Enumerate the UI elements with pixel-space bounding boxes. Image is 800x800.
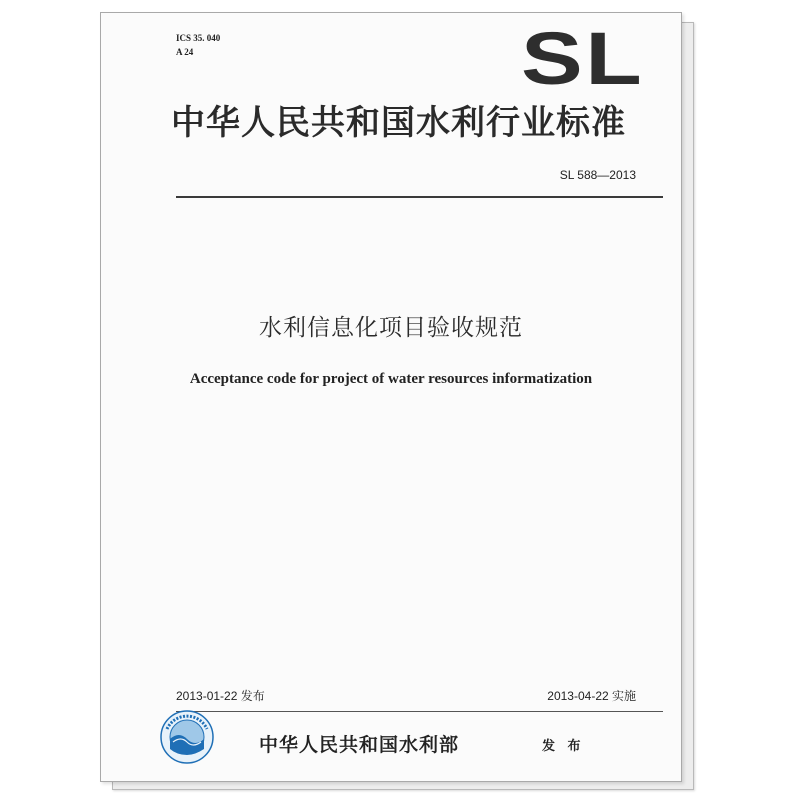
publisher-seal-icon	[159, 709, 215, 765]
bottom-divider	[176, 711, 663, 712]
ics-code: ICS 35. 040	[176, 33, 221, 43]
top-divider	[176, 196, 663, 198]
document-title-cn: 水利信息化项目验收规范	[259, 315, 523, 341]
publisher-name: 中华人民共和国水利部	[259, 734, 460, 756]
standard-number: SL 588—2013	[559, 168, 636, 182]
class-code: A 24	[176, 47, 194, 57]
publish-label: 发 布	[542, 739, 585, 754]
document-title-en: Acceptance code for project of water resources informatization	[189, 371, 593, 387]
book-cover	[100, 12, 682, 782]
classification-codes	[176, 31, 220, 59]
sl-logo: SL	[521, 17, 645, 100]
implement-date: 2013-04-22 实施	[547, 689, 636, 703]
issue-date: 2013-01-22 发布	[176, 689, 265, 703]
standard-title: 中华人民共和国水利行业标准	[171, 103, 626, 143]
